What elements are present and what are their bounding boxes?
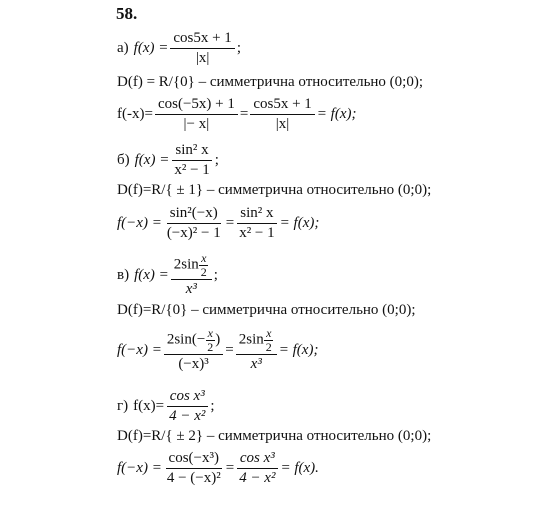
part-g-eval-den-1: 4 − (−x)²: [166, 470, 221, 487]
part-b-eval-end: = f(x);: [279, 215, 320, 232]
part-a-eval-den-2: |x|: [275, 116, 290, 133]
part-g-domain: [117, 428, 431, 445]
part-v-sub-num: x: [201, 251, 207, 265]
part-b-domain-text: D(f)=R/{ ± 1} – симметрична относительно (0;0);: [117, 182, 432, 198]
part-g-fraction: [166, 388, 208, 426]
part-a-eval-lhs: f(-x)=: [117, 106, 153, 123]
part-a-equals: =: [239, 106, 249, 123]
part-b-eval-den-2: x² − 1: [239, 225, 275, 242]
part-v-domain-text: D(f)=R/{0} – симметрична относительно (0;0);: [117, 302, 416, 318]
part-g-f-lhs: f(x)=: [133, 398, 165, 415]
part-g-domain-text: D(f)=R/{ ± 2} – симметрична относительно (0;0);: [117, 428, 432, 444]
part-v-eval-num-2: [236, 327, 277, 355]
part-a-eval-fraction-2: [250, 96, 314, 134]
part-a-fraction: [170, 30, 234, 68]
problem-number: 58.: [116, 4, 138, 23]
part-v-eval-den-2: x³: [250, 356, 262, 373]
part-g-eval-fraction-2: [236, 450, 278, 488]
part-v-eval-1-sub-num: x: [207, 326, 213, 340]
part-v-definition: [117, 252, 218, 298]
part-b-eval-fraction-1: [164, 205, 224, 243]
part-g-eval-fraction-1: [164, 450, 224, 488]
part-b-domain: [117, 182, 431, 199]
part-b-definition: [117, 142, 219, 180]
part-a-eval-end: = f(x);: [316, 106, 357, 123]
part-a-definition: [117, 30, 241, 68]
part-v-eval-2-sub-den: 2: [265, 339, 272, 354]
part-g-eval-num-2: cos x³: [237, 450, 278, 469]
part-v-num-pre: 2sin: [173, 256, 199, 273]
part-v-eval-fraction-2: [236, 327, 277, 373]
part-b-numerator: sin² x: [172, 142, 211, 161]
part-a-end: ;: [236, 40, 241, 57]
part-a-eval-num-2: cos5x + 1: [250, 96, 314, 115]
part-a-evaluation: [117, 96, 356, 134]
part-b-eval-lhs: f(−x) =: [117, 215, 162, 232]
part-g-eval-end: = f(x).: [280, 460, 319, 477]
part-b-eval-den-1: (−x)² − 1: [166, 225, 221, 242]
part-a-eval-fraction-1: [155, 96, 238, 134]
part-g-eval-den-2: 4 − x²: [239, 470, 276, 487]
part-b-equals: =: [225, 215, 235, 232]
part-b-eval-num-1: sin²(−x): [167, 205, 221, 224]
part-v-eval-num-1-post: ): [215, 331, 221, 348]
part-v-eval-end: = f(x);: [278, 341, 319, 358]
part-v-denominator: x³: [185, 281, 197, 298]
part-b-end: ;: [214, 152, 219, 169]
part-v-eval-fraction-1: [164, 327, 223, 373]
part-v-numerator: [171, 252, 212, 280]
part-v-end: ;: [213, 266, 218, 283]
part-v-label: в): [117, 266, 130, 283]
part-v-eval-den-1: (−x)³: [178, 356, 209, 373]
part-v-eval-num-1: [164, 327, 223, 355]
part-v-sub-den: 2: [200, 264, 207, 279]
part-b-fraction: [171, 142, 212, 180]
part-v-eval-num-2-pre: 2sin: [238, 331, 264, 348]
part-v-eval-1-sub-den: 2: [207, 339, 214, 354]
part-v-fraction: [171, 252, 212, 298]
part-v-f-lhs: f(x) =: [134, 266, 169, 283]
part-a-domain-text: D(f) = R/{0} – симметрична относительно (0;0);: [117, 74, 424, 90]
part-a-domain: [117, 74, 423, 91]
part-a-label: а): [117, 40, 129, 57]
part-b-f-lhs: f(x) =: [134, 152, 170, 169]
part-v-evaluation: [117, 327, 318, 373]
part-g-evaluation: [117, 450, 319, 488]
part-a-eval-num-1: cos(−5x) + 1: [155, 96, 238, 115]
part-g-eval-lhs: f(−x) =: [117, 460, 162, 477]
part-g-definition: [117, 388, 215, 426]
part-g-numerator: cos x³: [167, 388, 208, 407]
part-g-end: ;: [210, 398, 215, 415]
part-v-eval-2-sub-num: x: [266, 326, 272, 340]
part-b-label: б): [117, 152, 130, 169]
part-v-eval-lhs: f(−x) =: [117, 341, 162, 358]
part-a-denominator: |x|: [195, 50, 210, 67]
part-a-eval-den-1: |− x|: [183, 116, 210, 133]
part-b-evaluation: [117, 205, 319, 243]
part-b-denominator: x² − 1: [174, 162, 210, 179]
part-g-label: г): [117, 398, 129, 415]
part-v-domain: [117, 302, 416, 319]
part-v-equals: =: [225, 341, 234, 358]
part-a-numerator: cos5x + 1: [170, 30, 234, 49]
part-g-equals: =: [225, 460, 235, 477]
part-b-eval-num-2: sin² x: [237, 205, 276, 224]
part-v-eval-num-1-pre: 2sin(−: [166, 331, 206, 348]
part-a-f-lhs: f(x) =: [133, 40, 169, 57]
part-v-eval-num-2-subfraction: [264, 327, 274, 353]
part-v-num-subfraction: [199, 252, 209, 278]
part-b-eval-fraction-2: [236, 205, 277, 243]
part-g-eval-num-1: cos(−x³): [166, 450, 222, 469]
part-g-denominator: 4 − x²: [169, 408, 206, 425]
part-v-eval-num-1-subfraction: [205, 327, 215, 353]
